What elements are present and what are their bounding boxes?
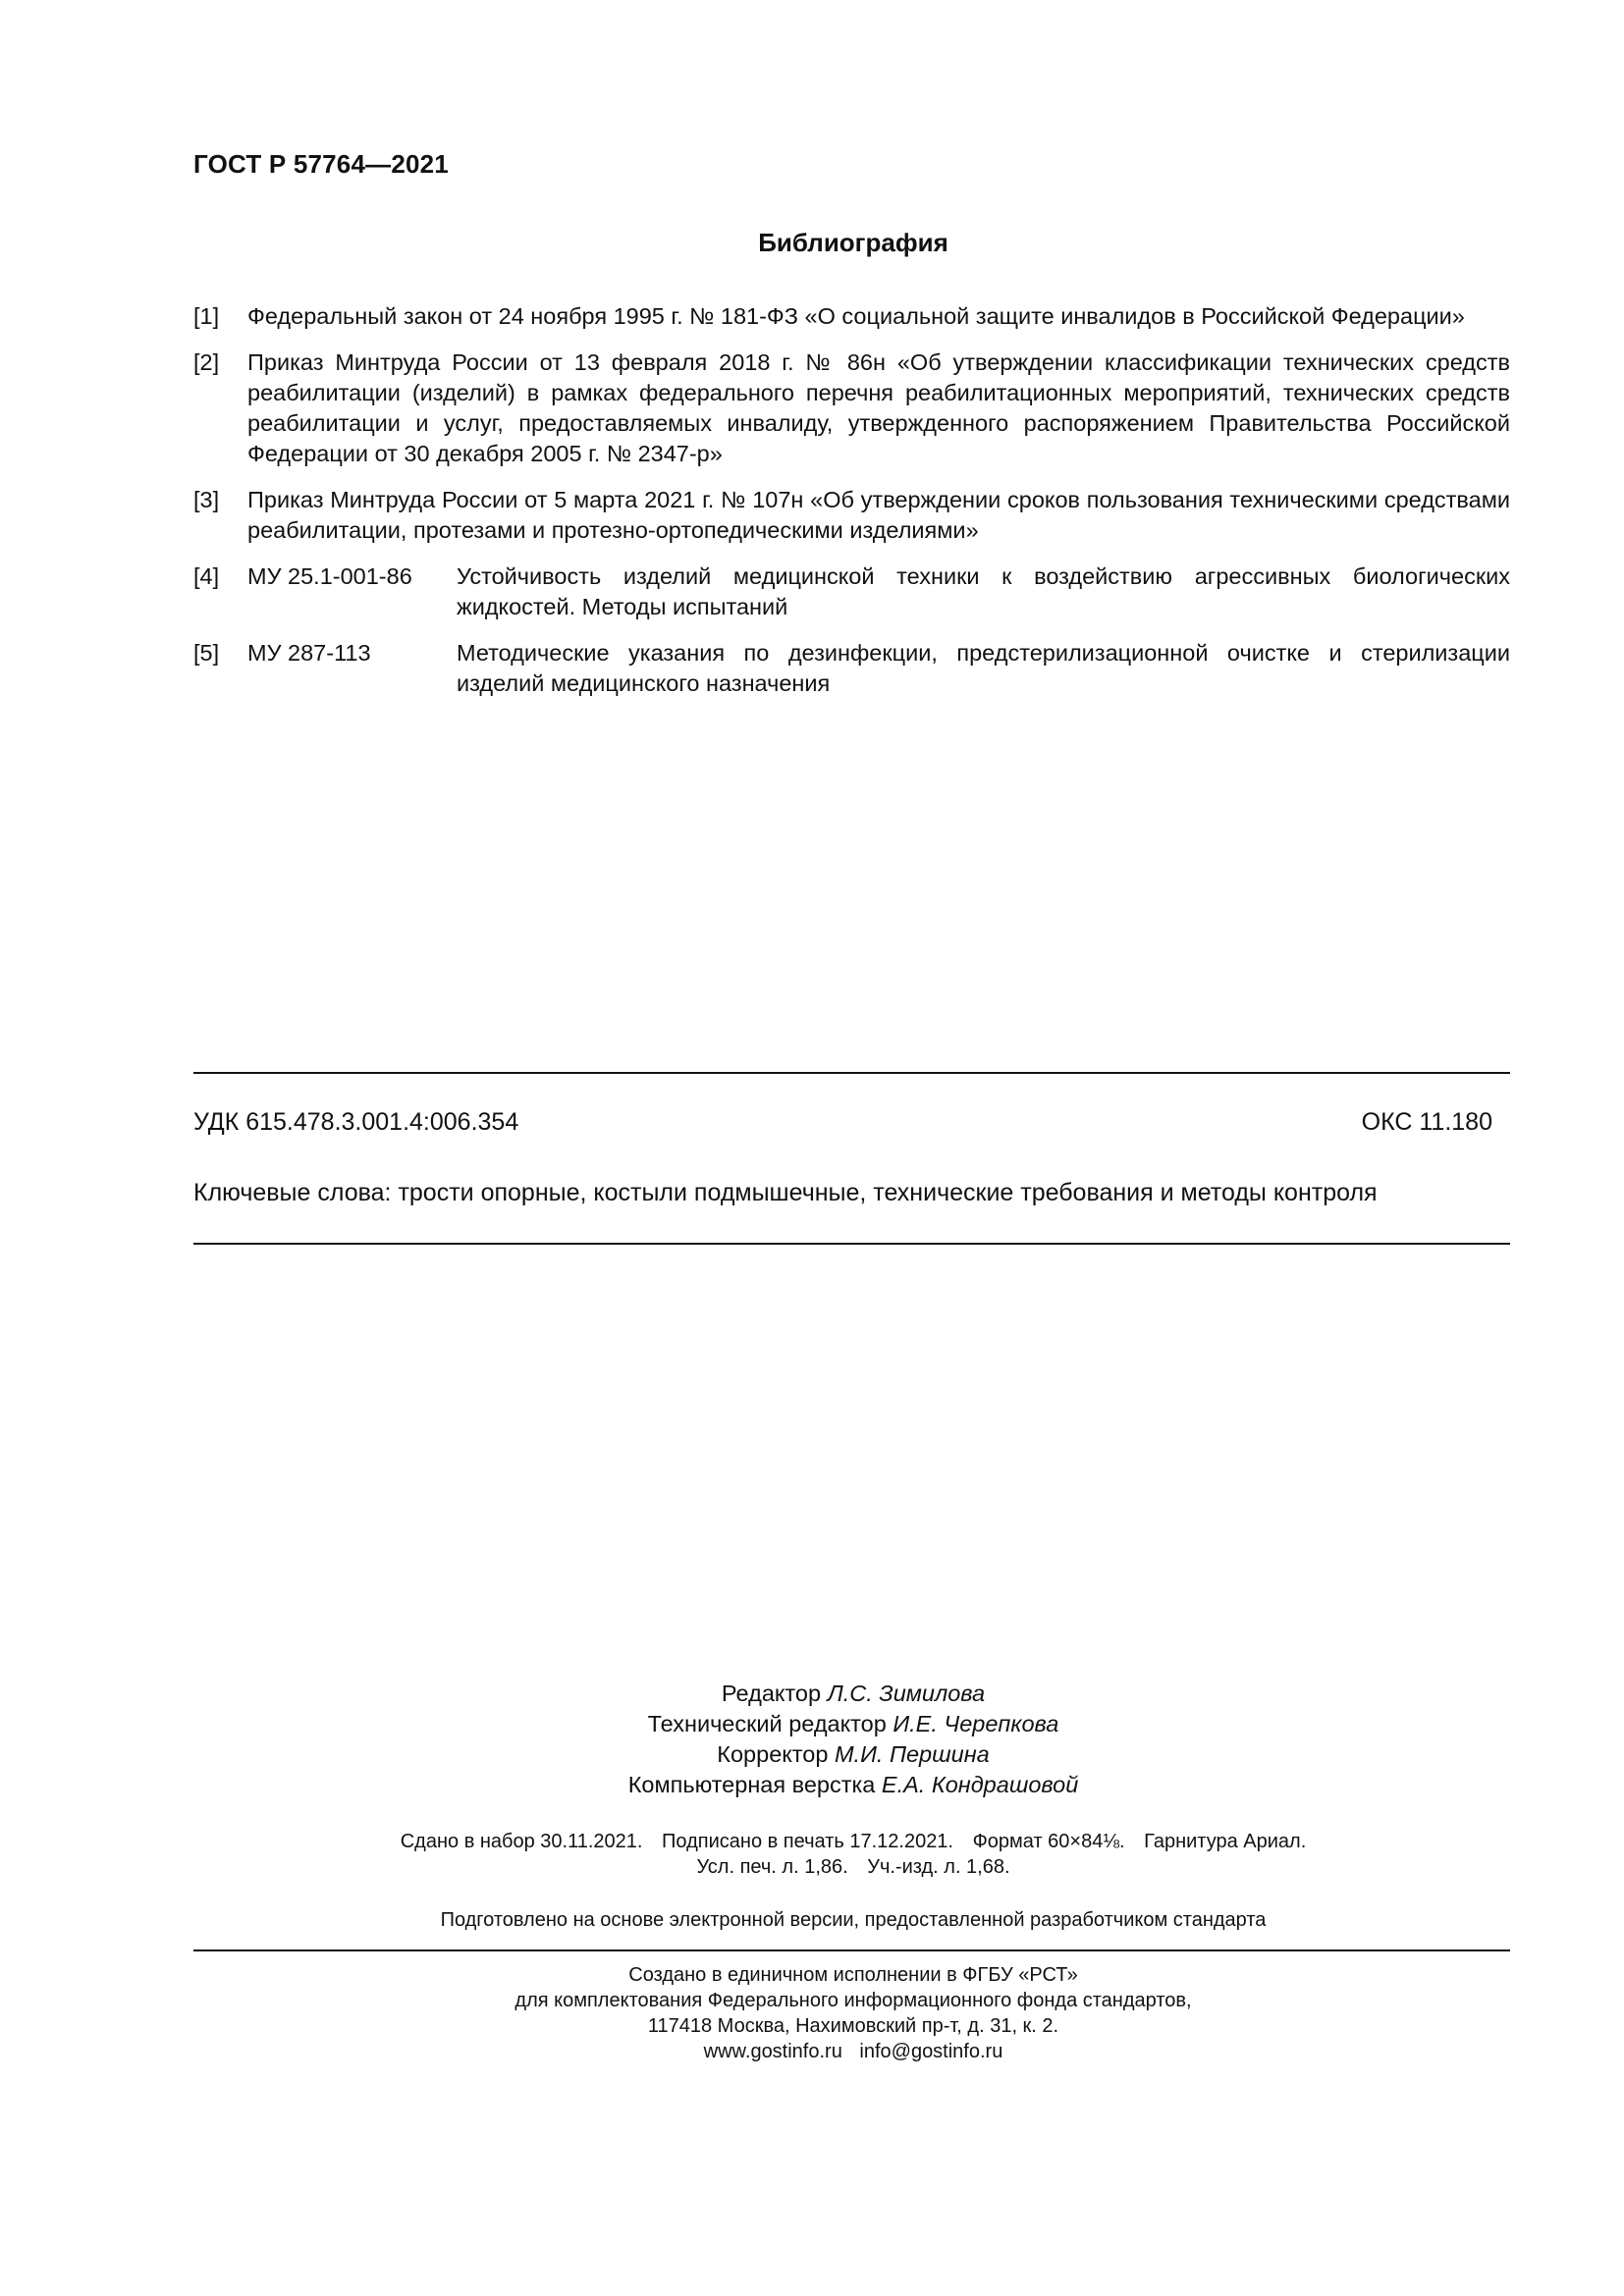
print-info	[0, 1829, 1624, 1880]
print-info-part: Уч.-изд. л. 1,68.	[867, 1856, 1010, 1878]
staff-line	[0, 1709, 1624, 1739]
bibliography-item	[193, 561, 1510, 622]
bibliography-item-text: Федеральный закон от 24 ноября 1995 г. № 181-ФЗ «О социальной защите инвалидов в Российской Федерации»	[247, 303, 1465, 329]
divider-top	[193, 1072, 1510, 1074]
bibliography-item-number: [1]	[193, 303, 220, 329]
divider-bottom	[193, 1949, 1510, 1951]
website-link[interactable]: www.gostinfo.ru	[703, 2041, 842, 2062]
bibliography-list	[193, 301, 1510, 715]
staff-line	[0, 1679, 1624, 1709]
bibliography-item-number: [5]	[193, 640, 220, 666]
bibliography-item	[193, 347, 1510, 469]
bibliography-title: Библиография	[758, 228, 948, 257]
publisher-line: Создано в единичном исполнении в ФГБУ «РСТ»	[628, 1964, 1078, 1986]
print-info-part: Гарнитура Ариал.	[1144, 1831, 1307, 1852]
print-info-part: Сдано в набор 30.11.2021.	[400, 1831, 643, 1852]
publisher-contacts	[0, 2039, 1624, 2064]
keywords: Ключевые слова: трости опорные, костыли подмышечные, технические требования и методы контроля	[193, 1179, 1378, 1206]
staff-line	[0, 1739, 1624, 1770]
staff-name: И.Е. Черепкова	[893, 1711, 1059, 1736]
print-info-part: Усл. печ. л. 1,86.	[696, 1856, 848, 1878]
staff-role: Корректор	[717, 1741, 829, 1767]
print-info-part: Формат 60×84⅛.	[972, 1831, 1125, 1852]
print-info-part: Подписано в печать 17.12.2021.	[662, 1831, 953, 1852]
bibliography-item	[193, 485, 1510, 546]
email-link[interactable]: info@gostinfo.ru	[859, 2041, 1003, 2062]
staff-name: Л.С. Зимилова	[827, 1681, 986, 1706]
divider-keywords	[193, 1243, 1510, 1245]
bibliography-item-number: [4]	[193, 563, 220, 589]
bibliography-item	[193, 638, 1510, 699]
staff-role: Редактор	[721, 1681, 822, 1706]
bibliography-item-number: [3]	[193, 487, 220, 512]
prepared-note: Подготовлено на основе электронной версии, предоставленной разработчиком стандарта	[440, 1909, 1267, 1931]
bibliography-item-text: Устойчивость изделий медицинской техники к воздействию агрессивных биологических жидкостей. Методы испытаний	[457, 563, 1510, 619]
staff-name: Е.А. Кондрашовой	[881, 1772, 1079, 1797]
staff-role: Компьютерная верстка	[627, 1772, 876, 1797]
bibliography-item-code: МУ 287-113	[247, 640, 371, 666]
publisher-line: 117418 Москва, Нахимовский пр-т, д. 31, к. 2.	[647, 2015, 1059, 2037]
document-code: ГОСТ Р 57764—2021	[193, 149, 449, 179]
oks-code: ОКС 11.180	[1361, 1108, 1492, 1136]
bibliography-item-text: Приказ Минтруда России от 13 февраля 2018 г. № 86н «Об утверждении классификации технических средств реабилитации (изделий) в рамках федерального перечня реабилитационных мероприятий, технических средств реабилитации и услуг, предоставляемых инвалиду, утвержденного распоряжением Правительства Российской Федерации от 30 декабря 2005 г. № 2347-р»	[247, 349, 1510, 466]
imprint-staff	[0, 1679, 1624, 1800]
staff-role: Технический редактор	[647, 1711, 887, 1736]
publisher-info	[0, 1962, 1624, 2064]
udk-code: УДК 615.478.3.001.4:006.354	[193, 1108, 519, 1136]
bibliography-item-text: Приказ Минтруда России от 5 марта 2021 г. № 107н «Об утверждении сроков пользования техническими средствами реабилитации, протезами и протезно-ортопедическими изделиями»	[247, 487, 1510, 543]
bibliography-item-text: Методические указания по дезинфекции, предстерилизационной очистке и стерилизации изделий медицинского назначения	[457, 640, 1510, 696]
bibliography-item-code: МУ 25.1-001-86	[247, 563, 412, 589]
print-info-line	[0, 1854, 1624, 1880]
staff-name: М.И. Першина	[834, 1741, 990, 1767]
staff-line	[0, 1770, 1624, 1800]
publisher-line: для комплектования Федерального информационного фонда стандартов,	[514, 1990, 1192, 2011]
print-info-line	[0, 1829, 1624, 1854]
bibliography-item-number: [2]	[193, 349, 220, 375]
bibliography-item	[193, 301, 1510, 332]
